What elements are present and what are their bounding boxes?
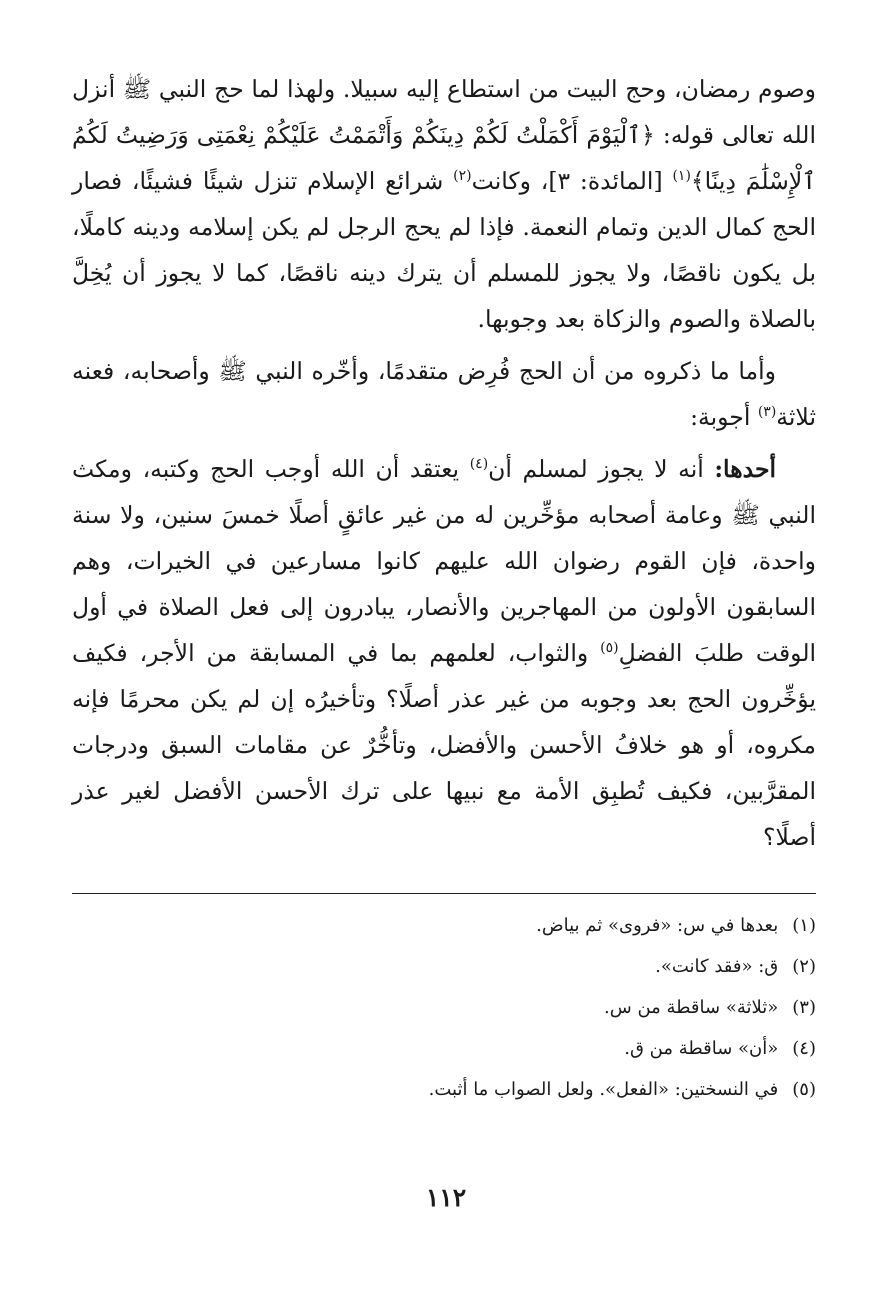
- text-run: أجوبة:: [690, 403, 758, 431]
- paragraph: [72, 66, 816, 342]
- paragraph-lead: أحدها:: [714, 455, 776, 483]
- footnote-item: [72, 987, 816, 1028]
- footnote-marker: (٥): [600, 640, 619, 657]
- footnote-number: (٢): [792, 956, 816, 977]
- text-run: أنه لا يجوز لمسلم أن: [488, 455, 715, 483]
- footnotes-list: [72, 905, 816, 1110]
- footnote-marker: (٢): [453, 168, 472, 185]
- footnote-item: [72, 1028, 816, 1069]
- footnote-text: ق: «فقد كانت».: [655, 956, 779, 977]
- footnote-item: [72, 946, 816, 987]
- footnote-text: «أن» ساقطة من ق.: [624, 1038, 779, 1059]
- text-run: وأما ما ذكروه من أن الحج فُرِض متقدمًا، وأخّره النبي ﷺ وأصحابه، فعنه ثلاثة: [72, 357, 816, 431]
- text-run: يعتقد أن الله أوجب الحج وكتبه، ومكث النبي ﷺ وعامة أصحابه مؤخِّرين له من غير عائقٍ أصلًا خمسَ سنين، ولا سنة واحدة، فإن القوم رضوان الله عليهم كانوا مسارعين في الخيرات، وهم السابقون الأولون من المهاجرين والأنصار، يبادرون إلى فعل الصلاة في أول الوقت طلبَ الفضلِ: [72, 455, 817, 667]
- footnote-text: في النسختين: «الفعل». ولعل الصواب ما أثبت.: [428, 1079, 779, 1100]
- text-run: [المائدة: ٣]، وكانت: [471, 167, 673, 195]
- footnote-marker: (٣): [757, 404, 777, 421]
- paragraph: [72, 446, 816, 860]
- footnote-number: (٤): [792, 1038, 816, 1059]
- page-number: ١١٢: [425, 1183, 467, 1212]
- footnote-marker: (١): [672, 168, 691, 185]
- footnote-text: بعدها في س: «فروى» ثم بياض.: [536, 915, 779, 936]
- footnote-number: (٣): [792, 997, 816, 1018]
- paragraph: [72, 348, 816, 440]
- page-body: [72, 66, 816, 860]
- text-run: وصوم رمضان، وحج البيت من استطاع إليه سبيلا. ولهذا لما حج النبي ﷺ أنزل الله تعالى قوله: ﴿ٱلْيَوْمَ أَكْمَلْتُ لَكُمْ دِينَكُمْ وَأَتْمَمْتُ عَلَيْكُمْ نِعْمَتِى وَرَضِيتُ لَكُمُ ٱلْإِسْلَٰمَ دِينًا﴾: [72, 75, 817, 195]
- footnote-text: «ثلاثة» ساقطة من س.: [604, 997, 779, 1018]
- main-text: [72, 66, 816, 860]
- footnote-divider: [72, 893, 816, 894]
- footnote-marker: (٤): [469, 456, 489, 473]
- text-run: والثواب، لعلمهم بما في المسابقة من الأجر، فكيف يؤخِّرون الحج بعد وجوبه من غير عذر أصلًا؟ وتأخيرُه إن لم يكن محرمًا فإنه مكروه، أو هو خلافُ الأحسن والأفضل، وتأخُّرٌ عن مقامات السبق ودرجات المقرَّبين، فكيف تُطبِق الأمة مع نبيها على ترك الأحسن الأفضل لغير عذر أصلًا؟: [72, 639, 816, 851]
- footnote-item: [72, 1069, 816, 1110]
- footnote-number: (٥): [792, 1079, 816, 1100]
- text-run: شرائع الإسلام تنزل شيئًا فشيئًا، فصار الحج كمال الدين وتمام النعمة. فإذا لم يحج الرجل لم يكن إسلامه ودينه كاملًا، بل يكون ناقصًا، ولا يجوز للمسلم أن يترك دينه ناقصًا، كما لا يجوز أن يُخِلَّ بالصلاة والصوم والزكاة بعد وجوبها.: [72, 167, 816, 333]
- footnote-number: (١): [792, 915, 816, 936]
- footnote-item: [72, 905, 816, 946]
